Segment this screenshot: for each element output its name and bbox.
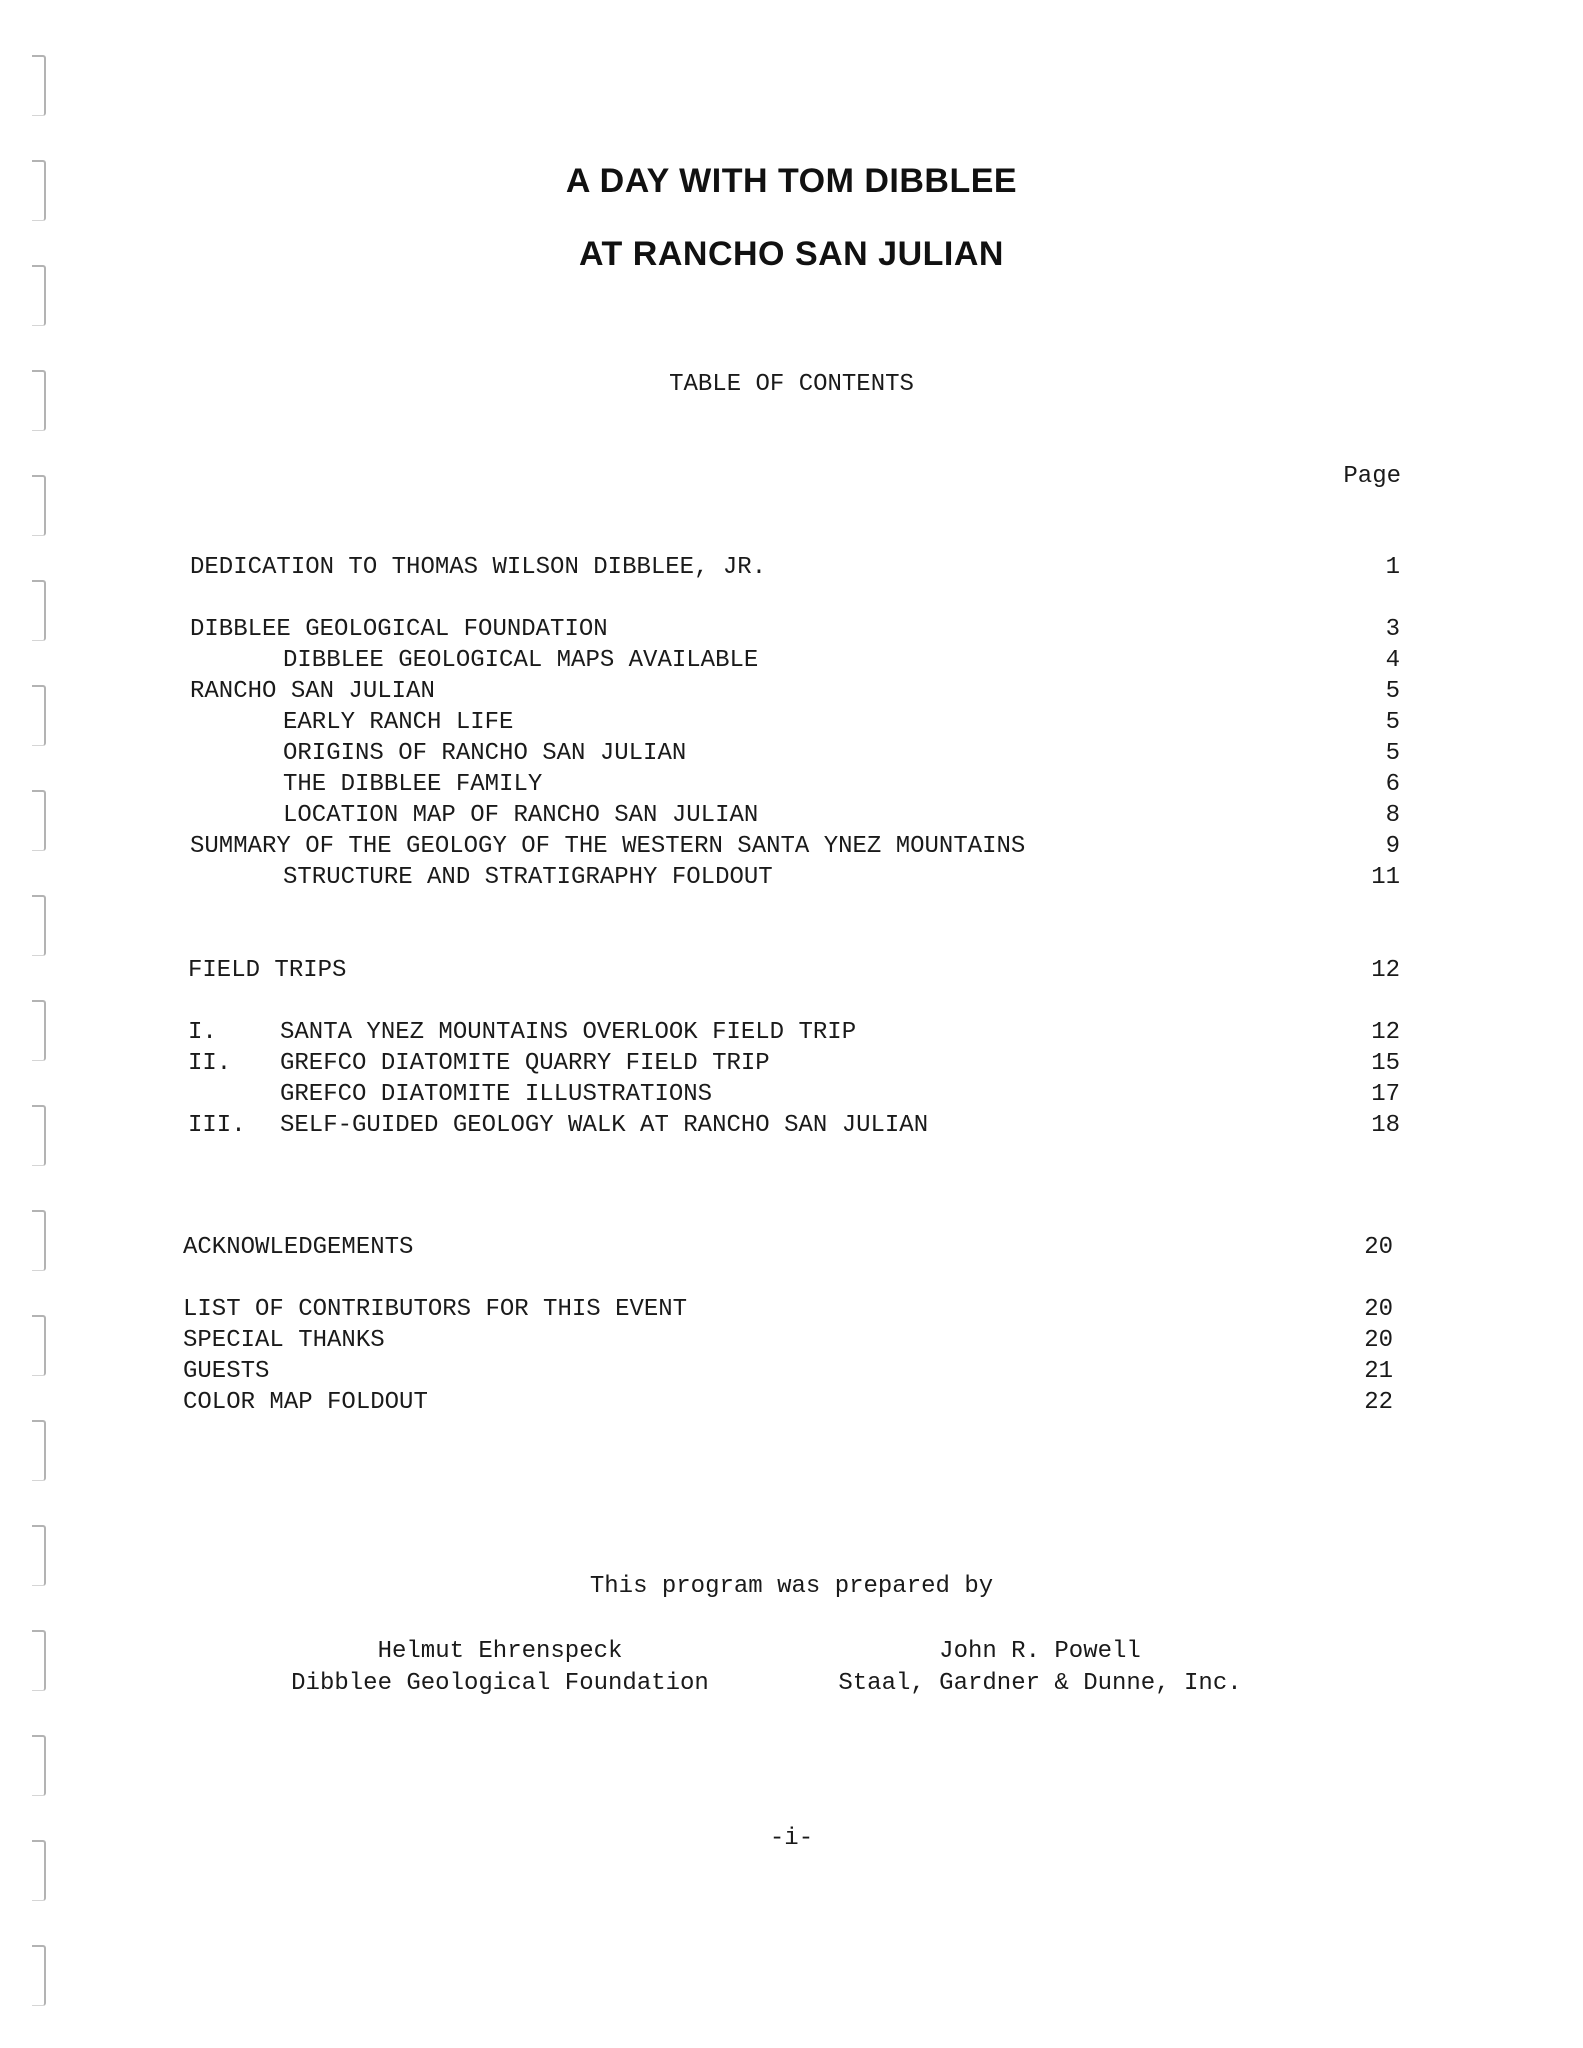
toc-entry-page: 6 [1385, 771, 1400, 798]
toc-entry-page: 20 [1364, 1327, 1393, 1354]
toc-entry [183, 1295, 1393, 1325]
binder-mark [32, 475, 46, 536]
toc-entry-title: LOCATION MAP OF RANCHO SAN JULIAN [283, 802, 759, 829]
toc-entry-title: FIELD TRIPS [188, 957, 347, 984]
toc-entry-title: GREFCO DIATOMITE ILLUSTRATIONS [280, 1081, 713, 1108]
toc-entry [188, 956, 1400, 986]
toc-entry [183, 1357, 1393, 1387]
toc-entry-title: COLOR MAP FOLDOUT [183, 1389, 428, 1416]
document-title: A DAY WITH TOM DIBBLEE [565, 162, 1018, 200]
toc-entry-page: 15 [1371, 1050, 1400, 1077]
toc-entry-page: 3 [1385, 616, 1400, 643]
document-subtitle: AT RANCHO SAN JULIAN [579, 235, 1004, 273]
toc-entry [183, 1326, 1393, 1356]
binder-mark [32, 1420, 46, 1481]
binder-mark [32, 580, 46, 641]
toc-heading: TABLE OF CONTENTS [669, 371, 914, 398]
preparer-organization: Staal, Gardner & Dunne, Inc. [838, 1670, 1242, 1697]
toc-entry [188, 1111, 1400, 1141]
binder-mark [32, 1105, 46, 1166]
toc-entry-title: ACKNOWLEDGEMENTS [183, 1234, 414, 1261]
toc-entry [183, 1233, 1393, 1263]
preparer-organization: Dibblee Geological Foundation [291, 1670, 709, 1697]
toc-entry-page: 9 [1385, 833, 1400, 860]
toc-entry [190, 677, 1400, 707]
toc-entry [190, 832, 1400, 862]
binder-mark [32, 265, 46, 326]
binder-mark [32, 895, 46, 956]
binder-mark [32, 685, 46, 746]
toc-entry [190, 615, 1400, 645]
toc-entry-title: SUMMARY OF THE GEOLOGY OF THE WESTERN SANTA YNEZ MOUNTAINS [190, 833, 1026, 860]
toc-entry-title: DIBBLEE GEOLOGICAL FOUNDATION [190, 616, 608, 643]
toc-entry-page: 5 [1385, 709, 1400, 736]
toc-entry-page: 21 [1364, 1358, 1393, 1385]
toc-entry [188, 1049, 1400, 1079]
toc-entry-numeral: II. [188, 1050, 232, 1077]
toc-entry-page: 8 [1385, 802, 1400, 829]
toc-entry [188, 1080, 1400, 1110]
toc-entry-title: EARLY RANCH LIFE [283, 709, 514, 736]
toc-entry [190, 770, 1400, 800]
binder-mark [32, 1210, 46, 1271]
toc-entry [188, 1018, 1400, 1048]
preparer-name: John R. Powell [939, 1638, 1141, 1665]
toc-entry-numeral: I. [188, 1019, 217, 1046]
toc-entry [183, 1388, 1393, 1418]
toc-entry-page: 18 [1371, 1112, 1400, 1139]
preparer-name: Helmut Ehrenspeck [377, 1638, 623, 1665]
page-column-label: Page [1343, 463, 1401, 490]
binder-mark [32, 55, 46, 116]
toc-entry-page: 22 [1364, 1389, 1393, 1416]
toc-entry-page: 5 [1385, 740, 1400, 767]
toc-entry-numeral: III. [188, 1112, 246, 1139]
toc-entry-title: SELF-GUIDED GEOLOGY WALK AT RANCHO SAN JULIAN [280, 1112, 929, 1139]
toc-entry-title: DEDICATION TO THOMAS WILSON DIBBLEE, JR. [190, 554, 767, 581]
toc-entry-page: 12 [1371, 1019, 1400, 1046]
toc-entry [190, 708, 1400, 738]
toc-entry [190, 801, 1400, 831]
toc-entry-title: SANTA YNEZ MOUNTAINS OVERLOOK FIELD TRIP [280, 1019, 857, 1046]
binder-mark [32, 1735, 46, 1796]
toc-entry-page: 11 [1371, 864, 1400, 891]
binder-mark [32, 1000, 46, 1061]
toc-entry-title: STRUCTURE AND STRATIGRAPHY FOLDOUT [283, 864, 773, 891]
toc-entry-title: DIBBLEE GEOLOGICAL MAPS AVAILABLE [283, 647, 759, 674]
toc-entry-page: 17 [1371, 1081, 1400, 1108]
binder-mark [32, 790, 46, 851]
page-number: -i- [769, 1825, 814, 1852]
toc-entry [190, 863, 1400, 893]
credits-intro: This program was prepared by [589, 1573, 994, 1600]
binder-mark [32, 1630, 46, 1691]
toc-entry-title: LIST OF CONTRIBUTORS FOR THIS EVENT [183, 1296, 688, 1323]
credit-right [780, 1636, 1300, 1700]
binder-mark [32, 1315, 46, 1376]
toc-entry-page: 20 [1364, 1234, 1393, 1261]
toc-entry-title: GUESTS [183, 1358, 270, 1385]
toc-entry [190, 739, 1400, 769]
toc-entry-title: ORIGINS OF RANCHO SAN JULIAN [283, 740, 687, 767]
toc-entry-page: 4 [1385, 647, 1400, 674]
toc-entry-page: 1 [1385, 554, 1400, 581]
toc-entry [190, 553, 1400, 583]
toc-entry [190, 646, 1400, 676]
toc-entry-title: RANCHO SAN JULIAN [190, 678, 435, 705]
binder-mark [32, 1945, 46, 2006]
toc-entry-page: 5 [1385, 678, 1400, 705]
toc-entry-title: GREFCO DIATOMITE QUARRY FIELD TRIP [280, 1050, 770, 1077]
toc-entry-page: 12 [1371, 957, 1400, 984]
toc-entry-page: 20 [1364, 1296, 1393, 1323]
toc-entry-title: SPECIAL THANKS [183, 1327, 385, 1354]
credit-left [250, 1636, 750, 1700]
toc-entry-title: THE DIBBLEE FAMILY [283, 771, 543, 798]
